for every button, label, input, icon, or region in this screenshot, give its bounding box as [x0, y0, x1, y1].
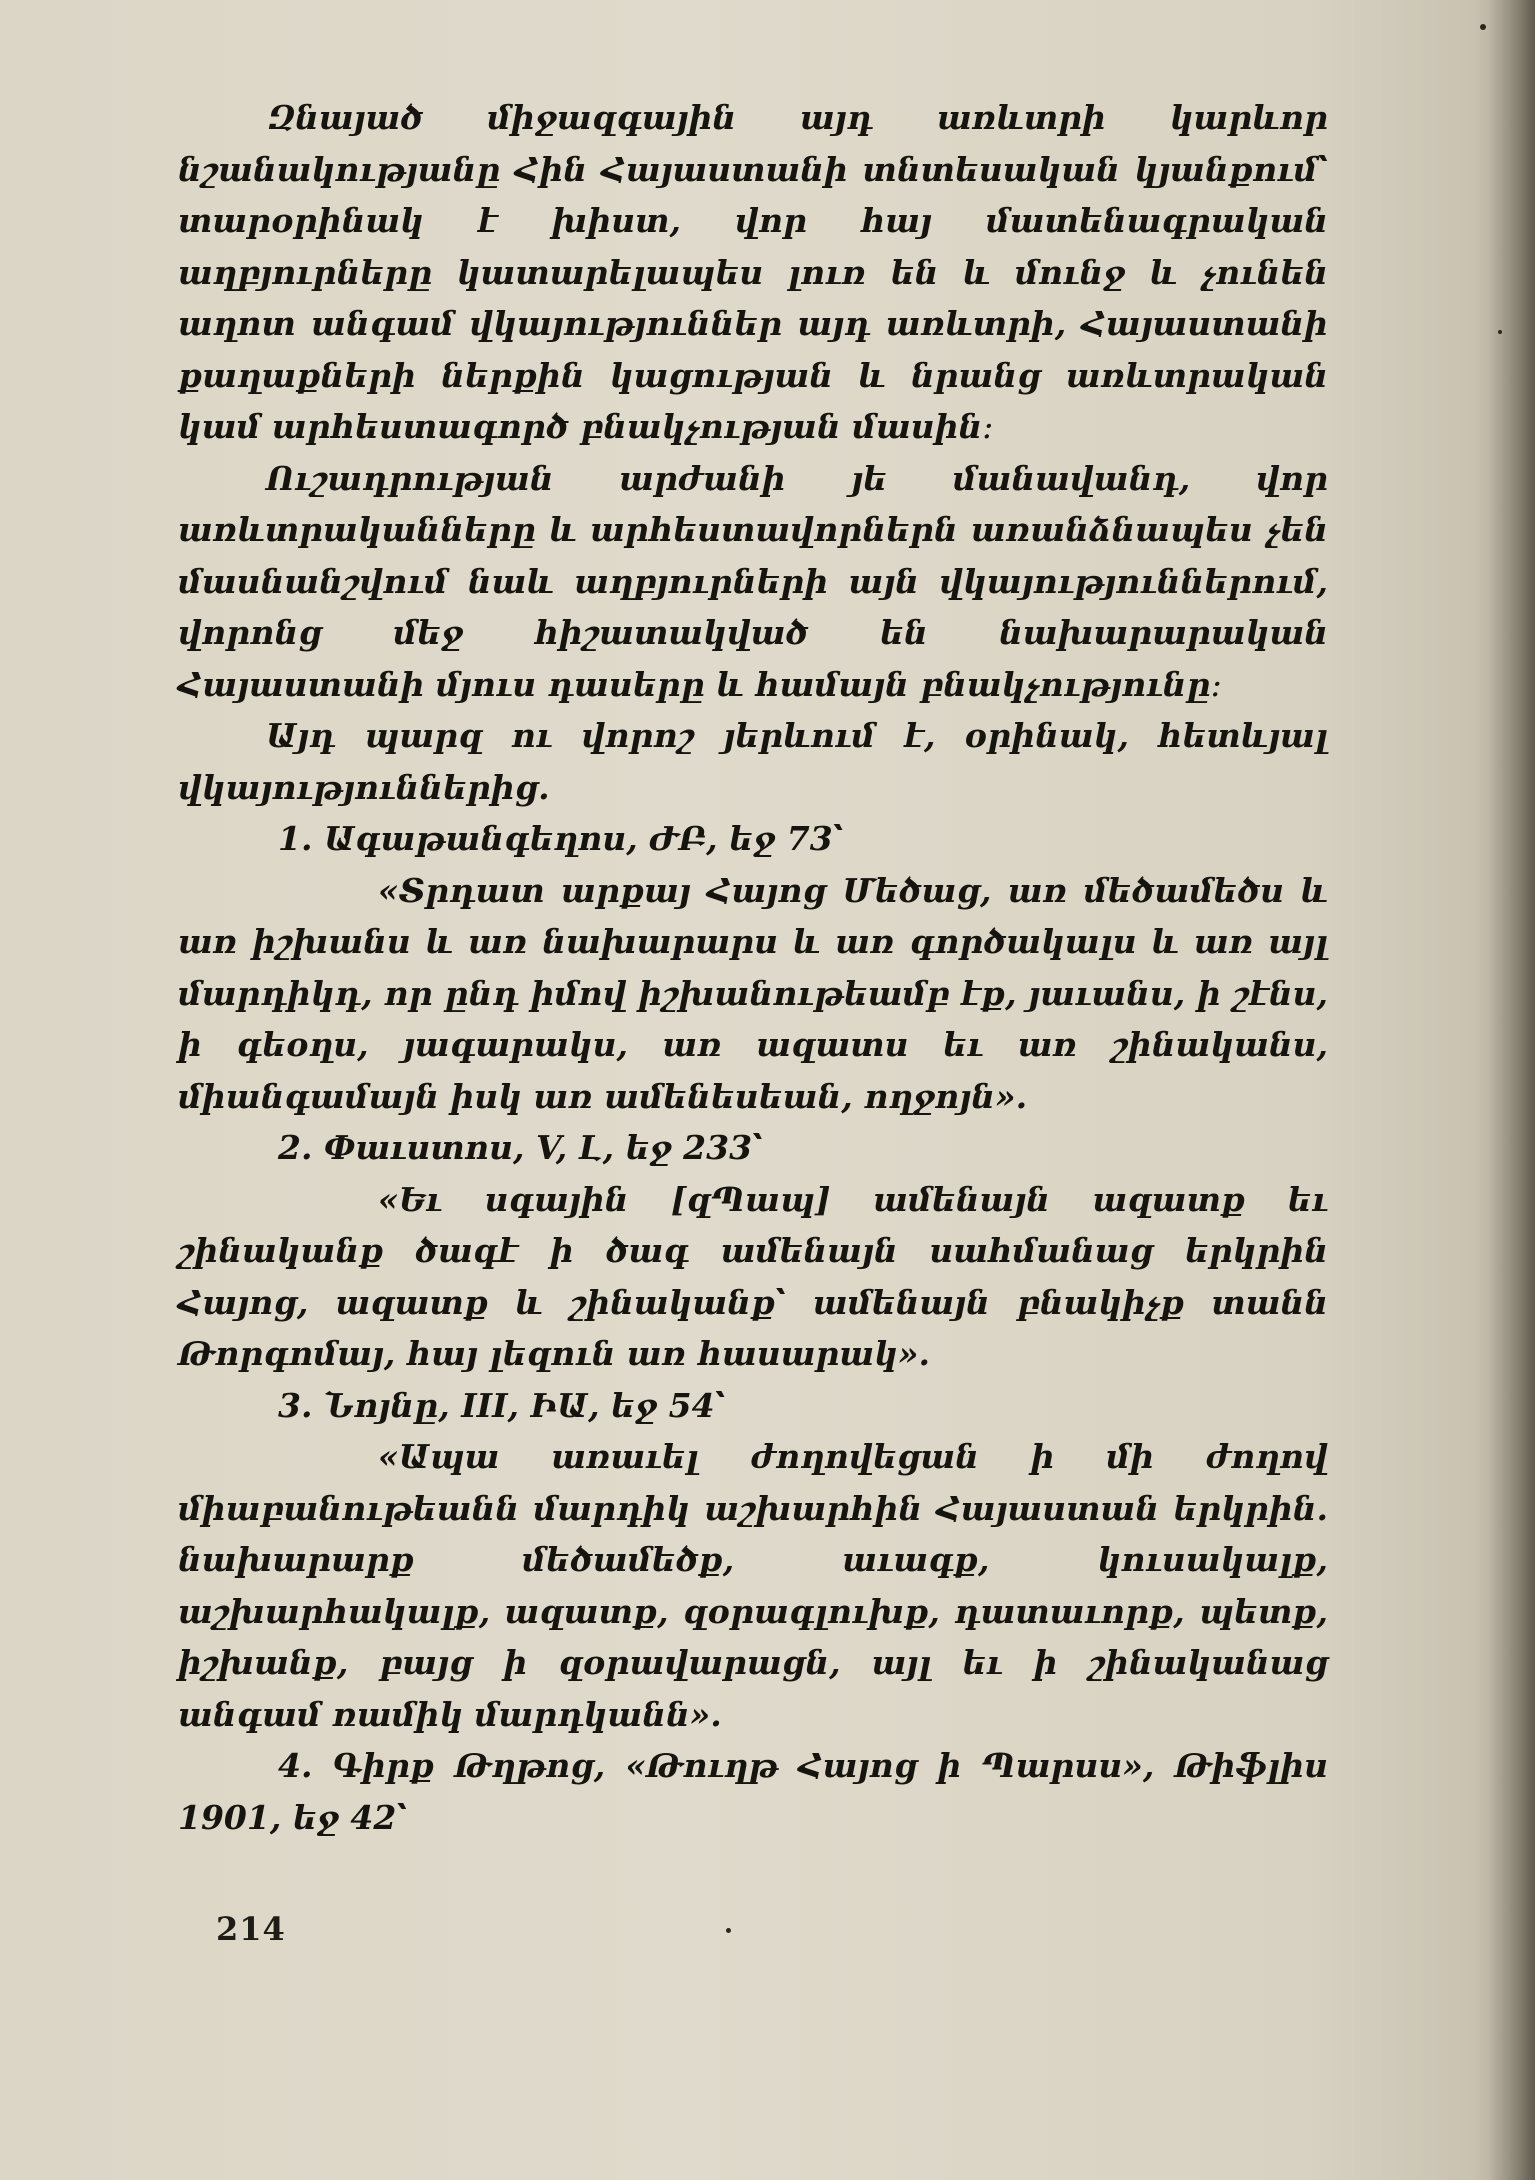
binding-shadow — [1489, 0, 1535, 2180]
citation-2-ref: 2. Փաւստոս, V, Լ, եջ 233՝ — [278, 1128, 763, 1167]
body-text — [178, 92, 1328, 1843]
page-number: 214 — [216, 1910, 286, 1948]
paragraph-2: Ուշադրության արժանի յե մանավանդ, վոր առևտրականները և արհեստավորներն առանձնապես չեն մասնանշվում նաև աղբյուրների այն վկայություններում, վորոնց մեջ հիշատակված են նախարարական Հայաստանի մյուս դասերը և համայն բնակչությունը։ — [178, 458, 1328, 704]
paper-speck — [1480, 24, 1486, 30]
citation-1-ref: 1. Ագաթանգեղոս, ԺԲ, եջ 73՝ — [278, 819, 844, 858]
paragraph-1: Զնայած միջազգային այդ առևտրի կարևոր նշանակությանը Հին Հայաստանի տնտեսական կյանքում՝ տարօրինակ է խիստ, վոր հայ մատենագրական աղբյուրները կատարելապես լուռ են և մունջ և չունեն աղոտ անգամ վկայություններ այդ առևտրի, Հայաստանի քաղաքների ներքին կացության և նրանց առևտրական կամ արհեստագործ բնակչության մասին։ — [178, 98, 1328, 446]
paragraph-3: Այդ պարզ ու վորոշ յերևում է, օրինակ, հետևյալ վկայություններից. — [178, 716, 1328, 807]
citation-2-quote: «Եւ սգային [զՊապ] ամենայն ազատք եւ շինականք ծագէ ի ծագ ամենայն սահմանաց երկրին Հայոց, ազատք և շինականք՝ ամենայն բնակիչք տանն Թորգոմայ, հայ լեզուն առ հասարակ». — [178, 1179, 1328, 1373]
citation-3-ref: 3. Նոյնը, III, ԻԱ, եջ 54՝ — [278, 1385, 726, 1425]
paper-speck — [726, 1928, 731, 1933]
citation-3-quote: «Ապա առաւել ժողովեցան ի մի ժողով միաբանութեանն մարդիկ աշխարհին Հայաստան երկրին. նախարարք մեծամեծք, աւագք, կուսակալք, աշխարհակալք, ազատք, զօրագլուխք, դատաւորք, պետք, իշխանք, բայց ի զօրավարացն, այլ եւ ի շինականաց անգամ ռամիկ մարդկանն». — [178, 1437, 1328, 1734]
citation-4-ref: 4. Գիրք Թղթոց, «Թուղթ Հայոց ի Պարսս», Թիֆլիս 1901, եջ 42՝ — [178, 1746, 1328, 1837]
citation-1-quote: «Տրդատ արքայ Հայոց Մեծաց, առ մեծամեծս և առ իշխանս և առ նախարարս և առ գործակալս և առ այլ մարդիկդ, որ ընդ իմով իշխանութեամբ էք, յաւանս, ի շէնս, ի գեօղս, յագարակս, առ ազատս եւ առ շինականս, միանգամայն իսկ առ ամենեսեան, ողջոյն». — [178, 870, 1328, 1116]
paper-speck — [1498, 330, 1502, 334]
